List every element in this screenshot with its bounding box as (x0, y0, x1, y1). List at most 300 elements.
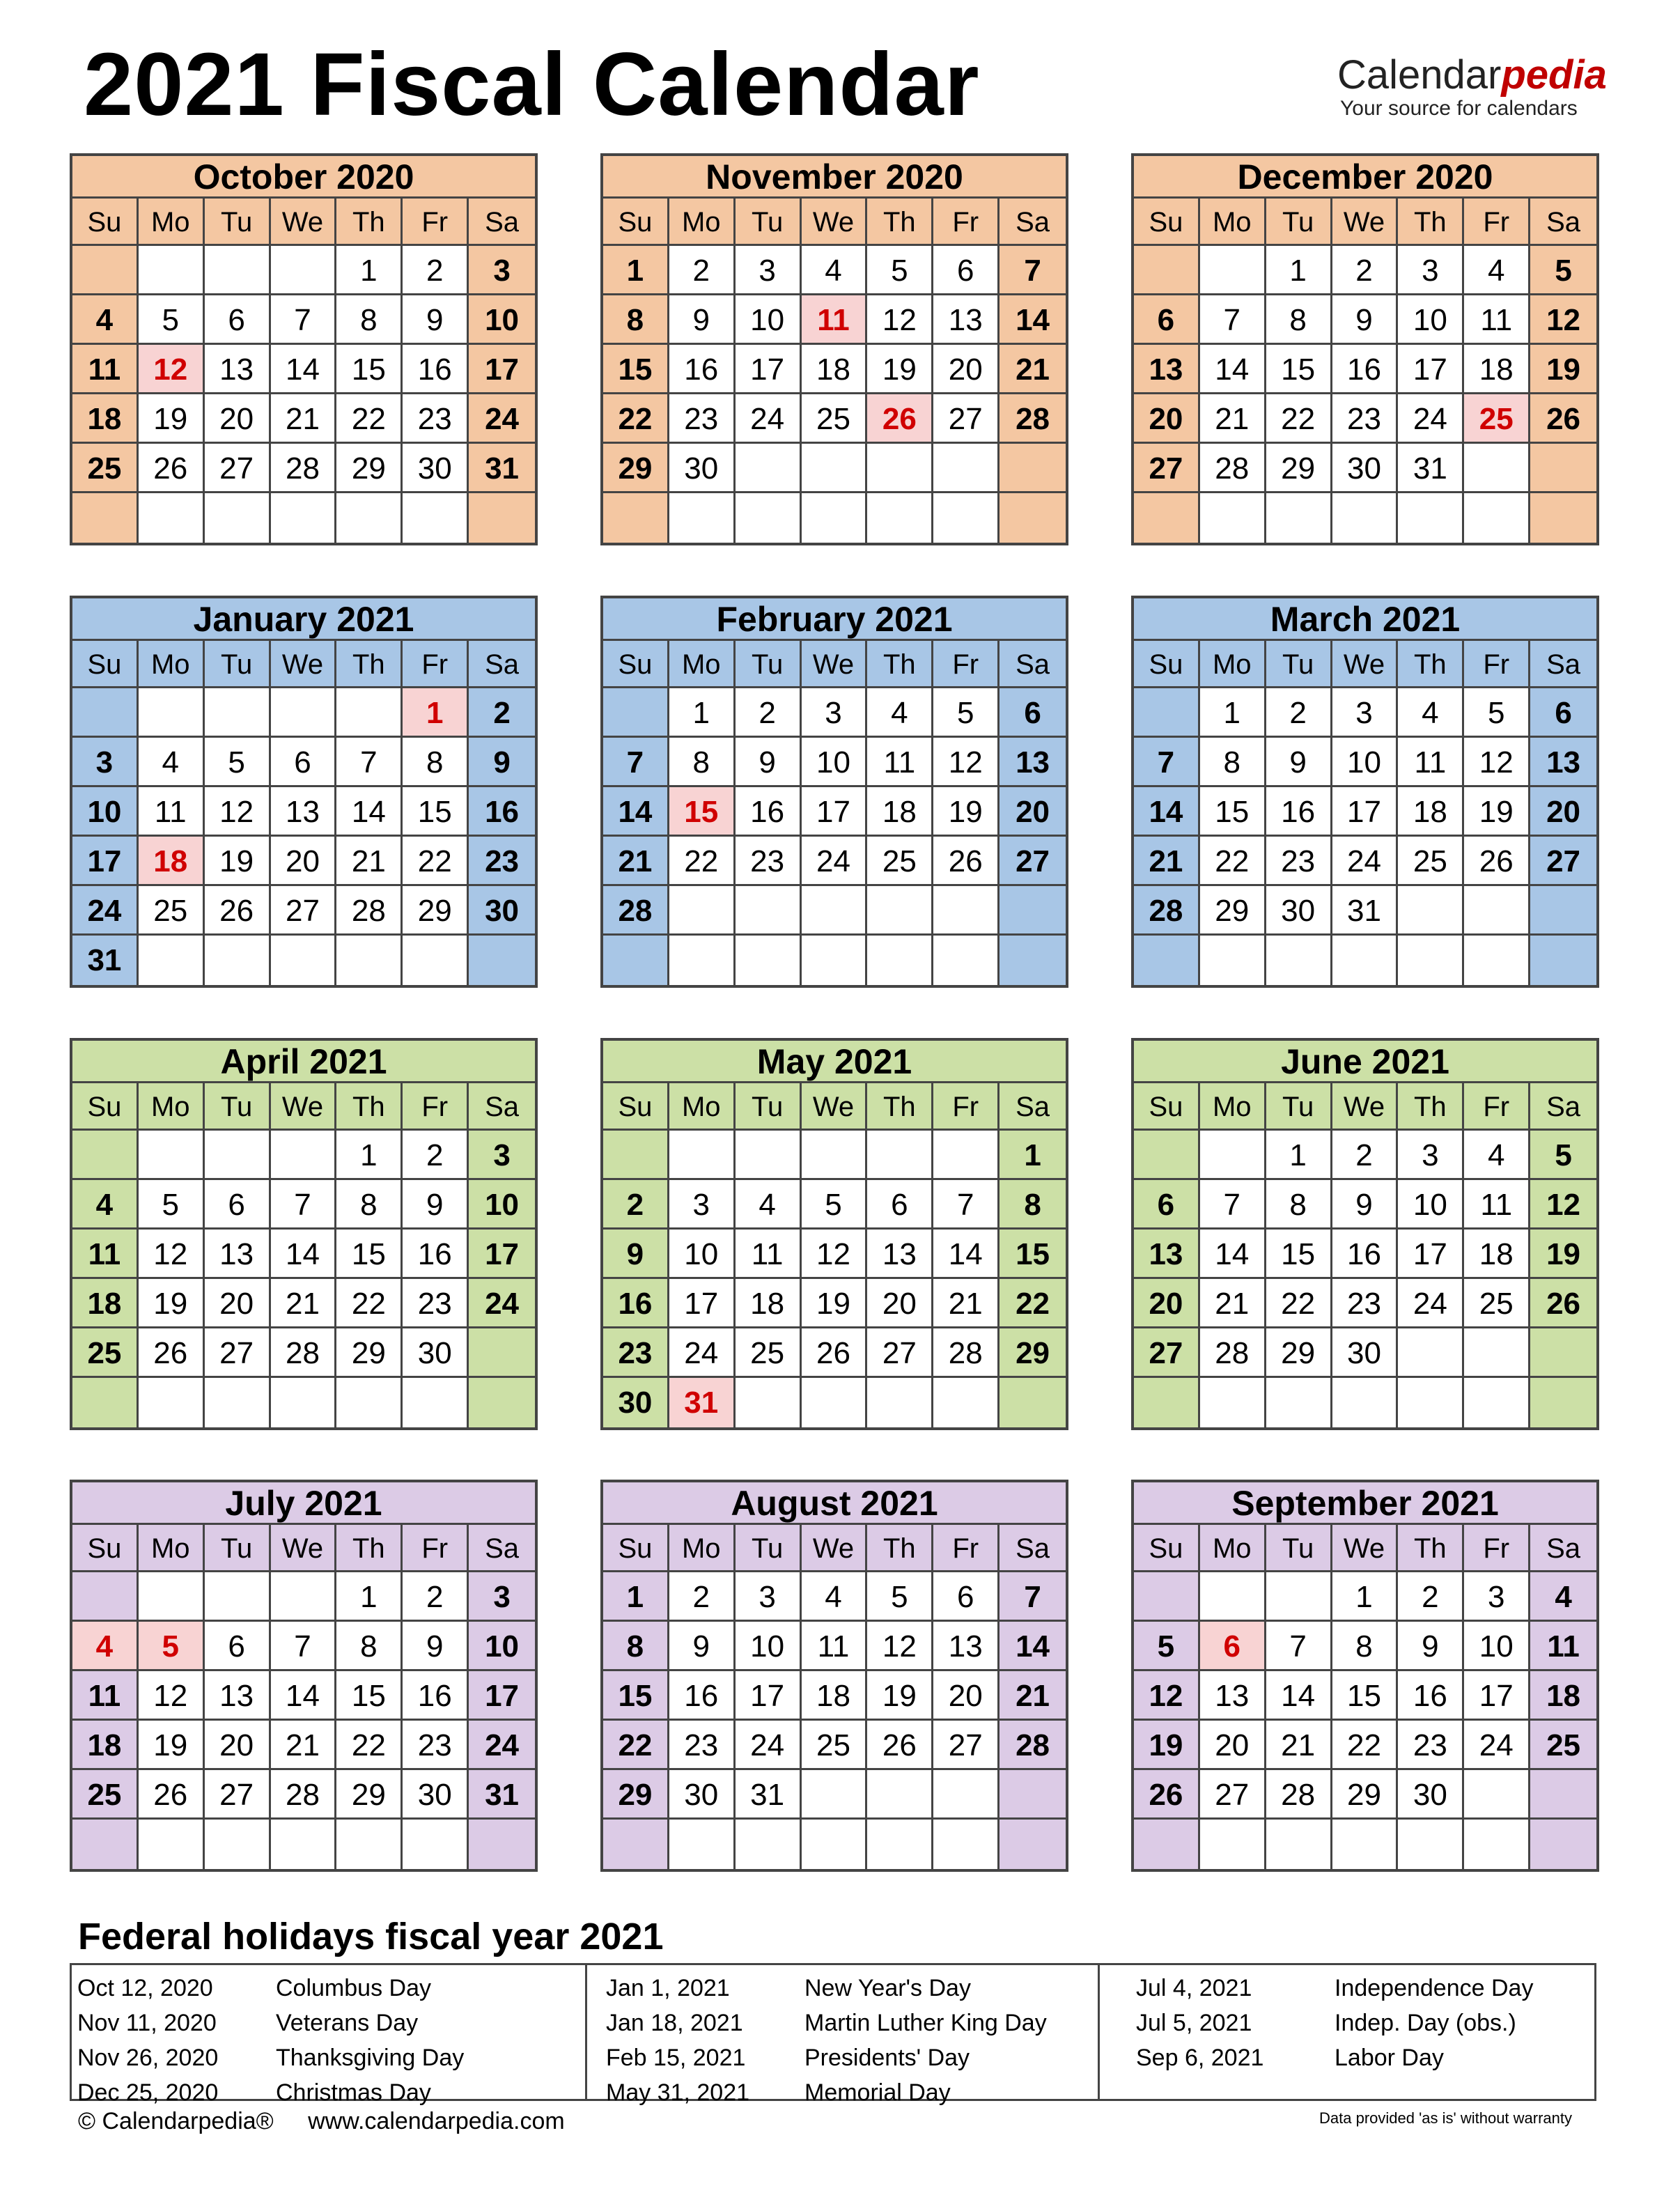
empty-day-cell (1398, 936, 1464, 985)
weekday-header: Su (603, 1083, 669, 1131)
weekday-header: Fr (1464, 1525, 1530, 1572)
day-cell: 21 (1000, 345, 1066, 394)
day-cell: 5 (1464, 688, 1530, 738)
weekday-header: Sa (1530, 1083, 1596, 1131)
weekday-header: Sa (1530, 199, 1596, 246)
day-cell: 21 (1200, 1279, 1266, 1328)
weekday-header: Sa (1000, 1525, 1066, 1572)
empty-day-cell (1464, 1328, 1530, 1378)
day-cell: 7 (1200, 1180, 1266, 1230)
day-cell: 26 (1530, 394, 1596, 444)
day-cell: 21 (271, 1279, 337, 1328)
empty-day-cell (469, 1328, 535, 1378)
day-cell: 21 (933, 1279, 1000, 1328)
day-cell: 6 (271, 738, 337, 787)
weekday-header: Mo (669, 641, 736, 688)
day-cell: 16 (403, 345, 469, 394)
day-cell: 1 (1266, 246, 1332, 295)
day-cell: 13 (933, 295, 1000, 345)
day-cell: 2 (469, 688, 535, 738)
day-cell: 9 (669, 295, 736, 345)
empty-day-cell (1000, 444, 1066, 493)
day-cell: 7 (271, 1180, 337, 1230)
day-cell: 13 (205, 345, 271, 394)
month-title: October 2020 (72, 156, 535, 199)
weekday-header: Tu (736, 199, 802, 246)
empty-day-cell (1200, 1572, 1266, 1622)
empty-day-cell (1000, 493, 1066, 543)
month-title: June 2021 (1134, 1041, 1596, 1083)
day-cell: 4 (736, 1180, 802, 1230)
day-cell: 10 (736, 295, 802, 345)
empty-day-cell (72, 1131, 139, 1180)
weekday-header: Fr (1464, 641, 1530, 688)
empty-day-cell (1266, 493, 1332, 543)
day-cell: 4 (1530, 1572, 1596, 1622)
day-cell: 29 (336, 444, 403, 493)
day-cell: 24 (802, 837, 868, 886)
day-cell: 6 (1200, 1622, 1266, 1671)
month-day-grid (603, 1525, 1066, 1869)
day-cell: 28 (1200, 444, 1266, 493)
day-cell: 31 (72, 936, 139, 985)
empty-day-cell (1464, 1378, 1530, 1427)
empty-day-cell (271, 1378, 337, 1427)
empty-day-cell (271, 936, 337, 985)
empty-day-cell (736, 1131, 802, 1180)
weekday-header: Sa (469, 199, 535, 246)
weekday-header: Mo (669, 199, 736, 246)
day-cell: 8 (336, 1622, 403, 1671)
day-cell: 30 (469, 886, 535, 936)
day-cell: 23 (1266, 837, 1332, 886)
empty-day-cell (1000, 936, 1066, 985)
page-title: 2021 Fiscal Calendar (84, 35, 980, 134)
day-cell: 10 (72, 787, 139, 837)
footer-disclaimer: Data provided 'as is' without warranty (1319, 2109, 1573, 2127)
month-day-grid (1134, 1083, 1596, 1427)
day-cell: 9 (1398, 1622, 1464, 1671)
empty-day-cell (1134, 1572, 1200, 1622)
empty-day-cell (72, 1378, 139, 1427)
day-cell: 6 (933, 246, 1000, 295)
day-cell: 25 (1398, 837, 1464, 886)
empty-day-cell (1134, 1131, 1200, 1180)
holiday-name: Memorial Day (804, 2079, 951, 2106)
day-cell: 7 (336, 738, 403, 787)
day-cell: 23 (736, 837, 802, 886)
day-cell: 22 (1266, 1279, 1332, 1328)
holidays-divider (1098, 1965, 1100, 2099)
day-cell: 6 (1530, 688, 1596, 738)
day-cell: 16 (669, 345, 736, 394)
day-cell: 7 (271, 295, 337, 345)
month-calendar (1131, 596, 1599, 988)
empty-day-cell (669, 493, 736, 543)
empty-day-cell (1398, 1378, 1464, 1427)
weekday-header: Th (867, 1525, 933, 1572)
day-cell: 20 (1200, 1721, 1266, 1770)
day-cell: 26 (1464, 837, 1530, 886)
weekday-header: Mo (1200, 1525, 1266, 1572)
day-cell: 2 (1398, 1572, 1464, 1622)
day-cell: 8 (1000, 1180, 1066, 1230)
day-cell: 16 (1332, 1230, 1399, 1279)
empty-day-cell (1398, 493, 1464, 543)
day-cell: 12 (1530, 1180, 1596, 1230)
empty-day-cell (736, 886, 802, 936)
day-cell: 27 (867, 1328, 933, 1378)
day-cell: 25 (1530, 1721, 1596, 1770)
day-cell: 29 (1332, 1770, 1399, 1820)
day-cell: 13 (1200, 1671, 1266, 1721)
empty-day-cell (1464, 886, 1530, 936)
day-cell: 10 (669, 1230, 736, 1279)
day-cell: 11 (1530, 1622, 1596, 1671)
day-cell: 6 (205, 295, 271, 345)
day-cell: 22 (1200, 837, 1266, 886)
empty-day-cell (1134, 688, 1200, 738)
day-cell: 28 (1266, 1770, 1332, 1820)
day-cell: 15 (669, 787, 736, 837)
holiday-date: Jan 1, 2021 (606, 1975, 730, 2001)
day-cell: 3 (469, 1131, 535, 1180)
day-cell: 5 (1530, 246, 1596, 295)
day-cell: 11 (1464, 295, 1530, 345)
day-cell: 8 (1200, 738, 1266, 787)
day-cell: 14 (1200, 345, 1266, 394)
empty-day-cell (603, 1820, 669, 1869)
footer-copyright: © Calendarpedia® (78, 2108, 274, 2134)
day-cell: 22 (603, 394, 669, 444)
day-cell: 4 (72, 1180, 139, 1230)
day-cell: 30 (403, 1770, 469, 1820)
day-cell: 14 (933, 1230, 1000, 1279)
day-cell: 2 (403, 1572, 469, 1622)
weekday-header: Th (336, 1083, 403, 1131)
weekday-header: We (271, 199, 337, 246)
day-cell: 17 (1332, 787, 1399, 837)
weekday-header: Th (1398, 1525, 1464, 1572)
day-cell: 31 (736, 1770, 802, 1820)
empty-day-cell (603, 688, 669, 738)
holiday-name: Labor Day (1335, 2045, 1444, 2071)
day-cell: 17 (469, 1671, 535, 1721)
day-cell: 16 (403, 1671, 469, 1721)
day-cell: 28 (1200, 1328, 1266, 1378)
holiday-date: Oct 12, 2020 (77, 1975, 213, 2001)
empty-day-cell (1530, 444, 1596, 493)
empty-day-cell (1332, 1820, 1399, 1869)
day-cell: 17 (469, 345, 535, 394)
empty-day-cell (1332, 936, 1399, 985)
holiday-name: Columbus Day (276, 1975, 431, 2001)
day-cell: 3 (469, 246, 535, 295)
weekday-header: Fr (1464, 199, 1530, 246)
day-cell: 17 (736, 345, 802, 394)
day-cell: 13 (1000, 738, 1066, 787)
weekday-header: Mo (139, 1525, 205, 1572)
holiday-date: Sep 6, 2021 (1136, 2045, 1264, 2071)
day-cell: 1 (603, 1572, 669, 1622)
day-cell: 1 (336, 1572, 403, 1622)
day-cell: 16 (1266, 787, 1332, 837)
empty-day-cell (336, 493, 403, 543)
empty-day-cell (469, 936, 535, 985)
day-cell: 20 (271, 837, 337, 886)
month-calendar (70, 1038, 538, 1430)
day-cell: 4 (72, 295, 139, 345)
day-cell: 19 (1134, 1721, 1200, 1770)
day-cell: 12 (867, 1622, 933, 1671)
day-cell: 15 (336, 345, 403, 394)
day-cell: 18 (1530, 1671, 1596, 1721)
day-cell: 18 (736, 1279, 802, 1328)
weekday-header: We (802, 1083, 868, 1131)
day-cell: 2 (1332, 246, 1399, 295)
day-cell: 7 (1134, 738, 1200, 787)
empty-day-cell (933, 886, 1000, 936)
day-cell: 18 (1464, 1230, 1530, 1279)
empty-day-cell (139, 1572, 205, 1622)
month-title: November 2020 (603, 156, 1066, 199)
day-cell: 2 (669, 246, 736, 295)
empty-day-cell (603, 1131, 669, 1180)
day-cell: 12 (139, 345, 205, 394)
weekday-header: Tu (1266, 641, 1332, 688)
day-cell: 8 (1266, 1180, 1332, 1230)
day-cell: 11 (867, 738, 933, 787)
day-cell: 21 (1134, 837, 1200, 886)
day-cell: 12 (867, 295, 933, 345)
day-cell: 7 (1000, 1572, 1066, 1622)
day-cell: 25 (867, 837, 933, 886)
day-cell: 25 (1464, 394, 1530, 444)
weekday-header: Mo (139, 641, 205, 688)
holiday-name: Veterans Day (276, 2010, 419, 2036)
month-day-grid (603, 199, 1066, 543)
empty-day-cell (469, 493, 535, 543)
day-cell: 11 (736, 1230, 802, 1279)
day-cell: 16 (736, 787, 802, 837)
empty-day-cell (1398, 1328, 1464, 1378)
day-cell: 4 (72, 1622, 139, 1671)
day-cell: 11 (139, 787, 205, 837)
weekday-header: We (1332, 641, 1399, 688)
day-cell: 14 (1000, 295, 1066, 345)
empty-day-cell (403, 493, 469, 543)
day-cell: 29 (403, 886, 469, 936)
brand-name (1337, 52, 1607, 98)
day-cell: 2 (603, 1180, 669, 1230)
day-cell: 12 (933, 738, 1000, 787)
day-cell: 28 (1134, 886, 1200, 936)
month-calendar (600, 153, 1068, 545)
day-cell: 28 (271, 444, 337, 493)
weekday-header: Fr (403, 199, 469, 246)
weekday-header: Sa (1530, 641, 1596, 688)
day-cell: 6 (867, 1180, 933, 1230)
empty-day-cell (271, 1820, 337, 1869)
empty-day-cell (72, 1820, 139, 1869)
weekday-header: We (1332, 1525, 1399, 1572)
day-cell: 15 (1266, 345, 1332, 394)
day-cell: 19 (1464, 787, 1530, 837)
weekday-header: Mo (669, 1083, 736, 1131)
weekday-header: Tu (205, 641, 271, 688)
day-cell: 19 (139, 1721, 205, 1770)
month-day-grid (72, 1083, 535, 1427)
weekday-header: Su (603, 1525, 669, 1572)
day-cell: 17 (72, 837, 139, 886)
day-cell: 8 (603, 1622, 669, 1671)
day-cell: 12 (1464, 738, 1530, 787)
footer-url-link[interactable]: www.calendarpedia.com (308, 2108, 565, 2134)
weekday-header: Th (1398, 641, 1464, 688)
empty-day-cell (336, 1378, 403, 1427)
weekday-header: Tu (1266, 1083, 1332, 1131)
day-cell: 29 (1000, 1328, 1066, 1378)
day-cell: 5 (139, 1180, 205, 1230)
day-cell: 23 (669, 394, 736, 444)
day-cell: 25 (139, 886, 205, 936)
day-cell: 27 (205, 1770, 271, 1820)
empty-day-cell (736, 936, 802, 985)
weekday-header: Su (1134, 199, 1200, 246)
day-cell: 17 (802, 787, 868, 837)
weekday-header: Th (867, 1083, 933, 1131)
day-cell: 16 (1332, 345, 1399, 394)
empty-day-cell (139, 493, 205, 543)
day-cell: 21 (1000, 1671, 1066, 1721)
day-cell: 30 (1398, 1770, 1464, 1820)
day-cell: 2 (1332, 1131, 1399, 1180)
day-cell: 13 (205, 1230, 271, 1279)
empty-day-cell (403, 1820, 469, 1869)
empty-day-cell (802, 1378, 868, 1427)
holiday-name: Indep. Day (obs.) (1335, 2010, 1516, 2036)
day-cell: 7 (1266, 1622, 1332, 1671)
weekday-header: Su (72, 199, 139, 246)
day-cell: 29 (1266, 1328, 1332, 1378)
empty-day-cell (72, 1572, 139, 1622)
day-cell: 23 (403, 1279, 469, 1328)
empty-day-cell (205, 1378, 271, 1427)
empty-day-cell (1530, 1328, 1596, 1378)
day-cell: 15 (336, 1230, 403, 1279)
day-cell: 23 (669, 1721, 736, 1770)
month-day-grid (1134, 1525, 1596, 1869)
holiday-name: Christmas Day (276, 2079, 431, 2106)
month-day-grid (72, 641, 535, 985)
day-cell: 5 (933, 688, 1000, 738)
empty-day-cell (271, 1572, 337, 1622)
empty-day-cell (867, 886, 933, 936)
day-cell: 13 (205, 1671, 271, 1721)
day-cell: 6 (1134, 295, 1200, 345)
empty-day-cell (469, 1378, 535, 1427)
empty-day-cell (933, 493, 1000, 543)
empty-day-cell (802, 1131, 868, 1180)
day-cell: 20 (1134, 394, 1200, 444)
day-cell: 1 (403, 688, 469, 738)
day-cell: 17 (1464, 1671, 1530, 1721)
day-cell: 9 (469, 738, 535, 787)
day-cell: 29 (603, 444, 669, 493)
day-cell: 13 (271, 787, 337, 837)
day-cell: 5 (802, 1180, 868, 1230)
day-cell: 24 (469, 1279, 535, 1328)
empty-day-cell (867, 1820, 933, 1869)
day-cell: 21 (271, 394, 337, 444)
day-cell: 29 (1200, 886, 1266, 936)
day-cell: 9 (403, 1622, 469, 1671)
weekday-header: Su (72, 1525, 139, 1572)
month-calendar (70, 1480, 538, 1872)
brand-name-plain: Calendar (1337, 52, 1502, 98)
empty-day-cell (1134, 936, 1200, 985)
holiday-name: Independence Day (1335, 1975, 1534, 2001)
day-cell: 12 (205, 787, 271, 837)
weekday-header: We (271, 641, 337, 688)
day-cell: 24 (469, 1721, 535, 1770)
day-cell: 9 (403, 295, 469, 345)
day-cell: 27 (1134, 444, 1200, 493)
empty-day-cell (669, 1820, 736, 1869)
empty-day-cell (72, 493, 139, 543)
day-cell: 3 (72, 738, 139, 787)
empty-day-cell (1464, 1820, 1530, 1869)
day-cell: 22 (603, 1721, 669, 1770)
day-cell: 3 (736, 1572, 802, 1622)
day-cell: 15 (1332, 1671, 1399, 1721)
weekday-header: Th (336, 1525, 403, 1572)
footer-credits (78, 2104, 593, 2139)
day-cell: 26 (139, 1770, 205, 1820)
day-cell: 31 (469, 444, 535, 493)
empty-day-cell (1530, 1820, 1596, 1869)
weekday-header: Tu (205, 1525, 271, 1572)
day-cell: 21 (1266, 1721, 1332, 1770)
day-cell: 24 (736, 1721, 802, 1770)
day-cell: 21 (1200, 394, 1266, 444)
day-cell: 11 (1398, 738, 1464, 787)
weekday-header: Fr (403, 1083, 469, 1131)
empty-day-cell (1530, 1770, 1596, 1820)
day-cell: 30 (1266, 886, 1332, 936)
empty-day-cell (403, 1378, 469, 1427)
weekday-header: Tu (205, 1083, 271, 1131)
day-cell: 6 (1134, 1180, 1200, 1230)
empty-day-cell (1200, 936, 1266, 985)
day-cell: 12 (802, 1230, 868, 1279)
day-cell: 20 (205, 1721, 271, 1770)
empty-day-cell (736, 1378, 802, 1427)
day-cell: 14 (1200, 1230, 1266, 1279)
brand-logo[interactable] (1337, 52, 1607, 120)
holiday-name: Thanksgiving Day (276, 2045, 465, 2071)
empty-day-cell (802, 1820, 868, 1869)
empty-day-cell (205, 936, 271, 985)
weekday-header: Th (336, 199, 403, 246)
empty-day-cell (1000, 1820, 1066, 1869)
empty-day-cell (867, 444, 933, 493)
day-cell: 1 (603, 246, 669, 295)
empty-day-cell (802, 1770, 868, 1820)
day-cell: 26 (933, 837, 1000, 886)
day-cell: 2 (1266, 688, 1332, 738)
day-cell: 17 (1398, 345, 1464, 394)
